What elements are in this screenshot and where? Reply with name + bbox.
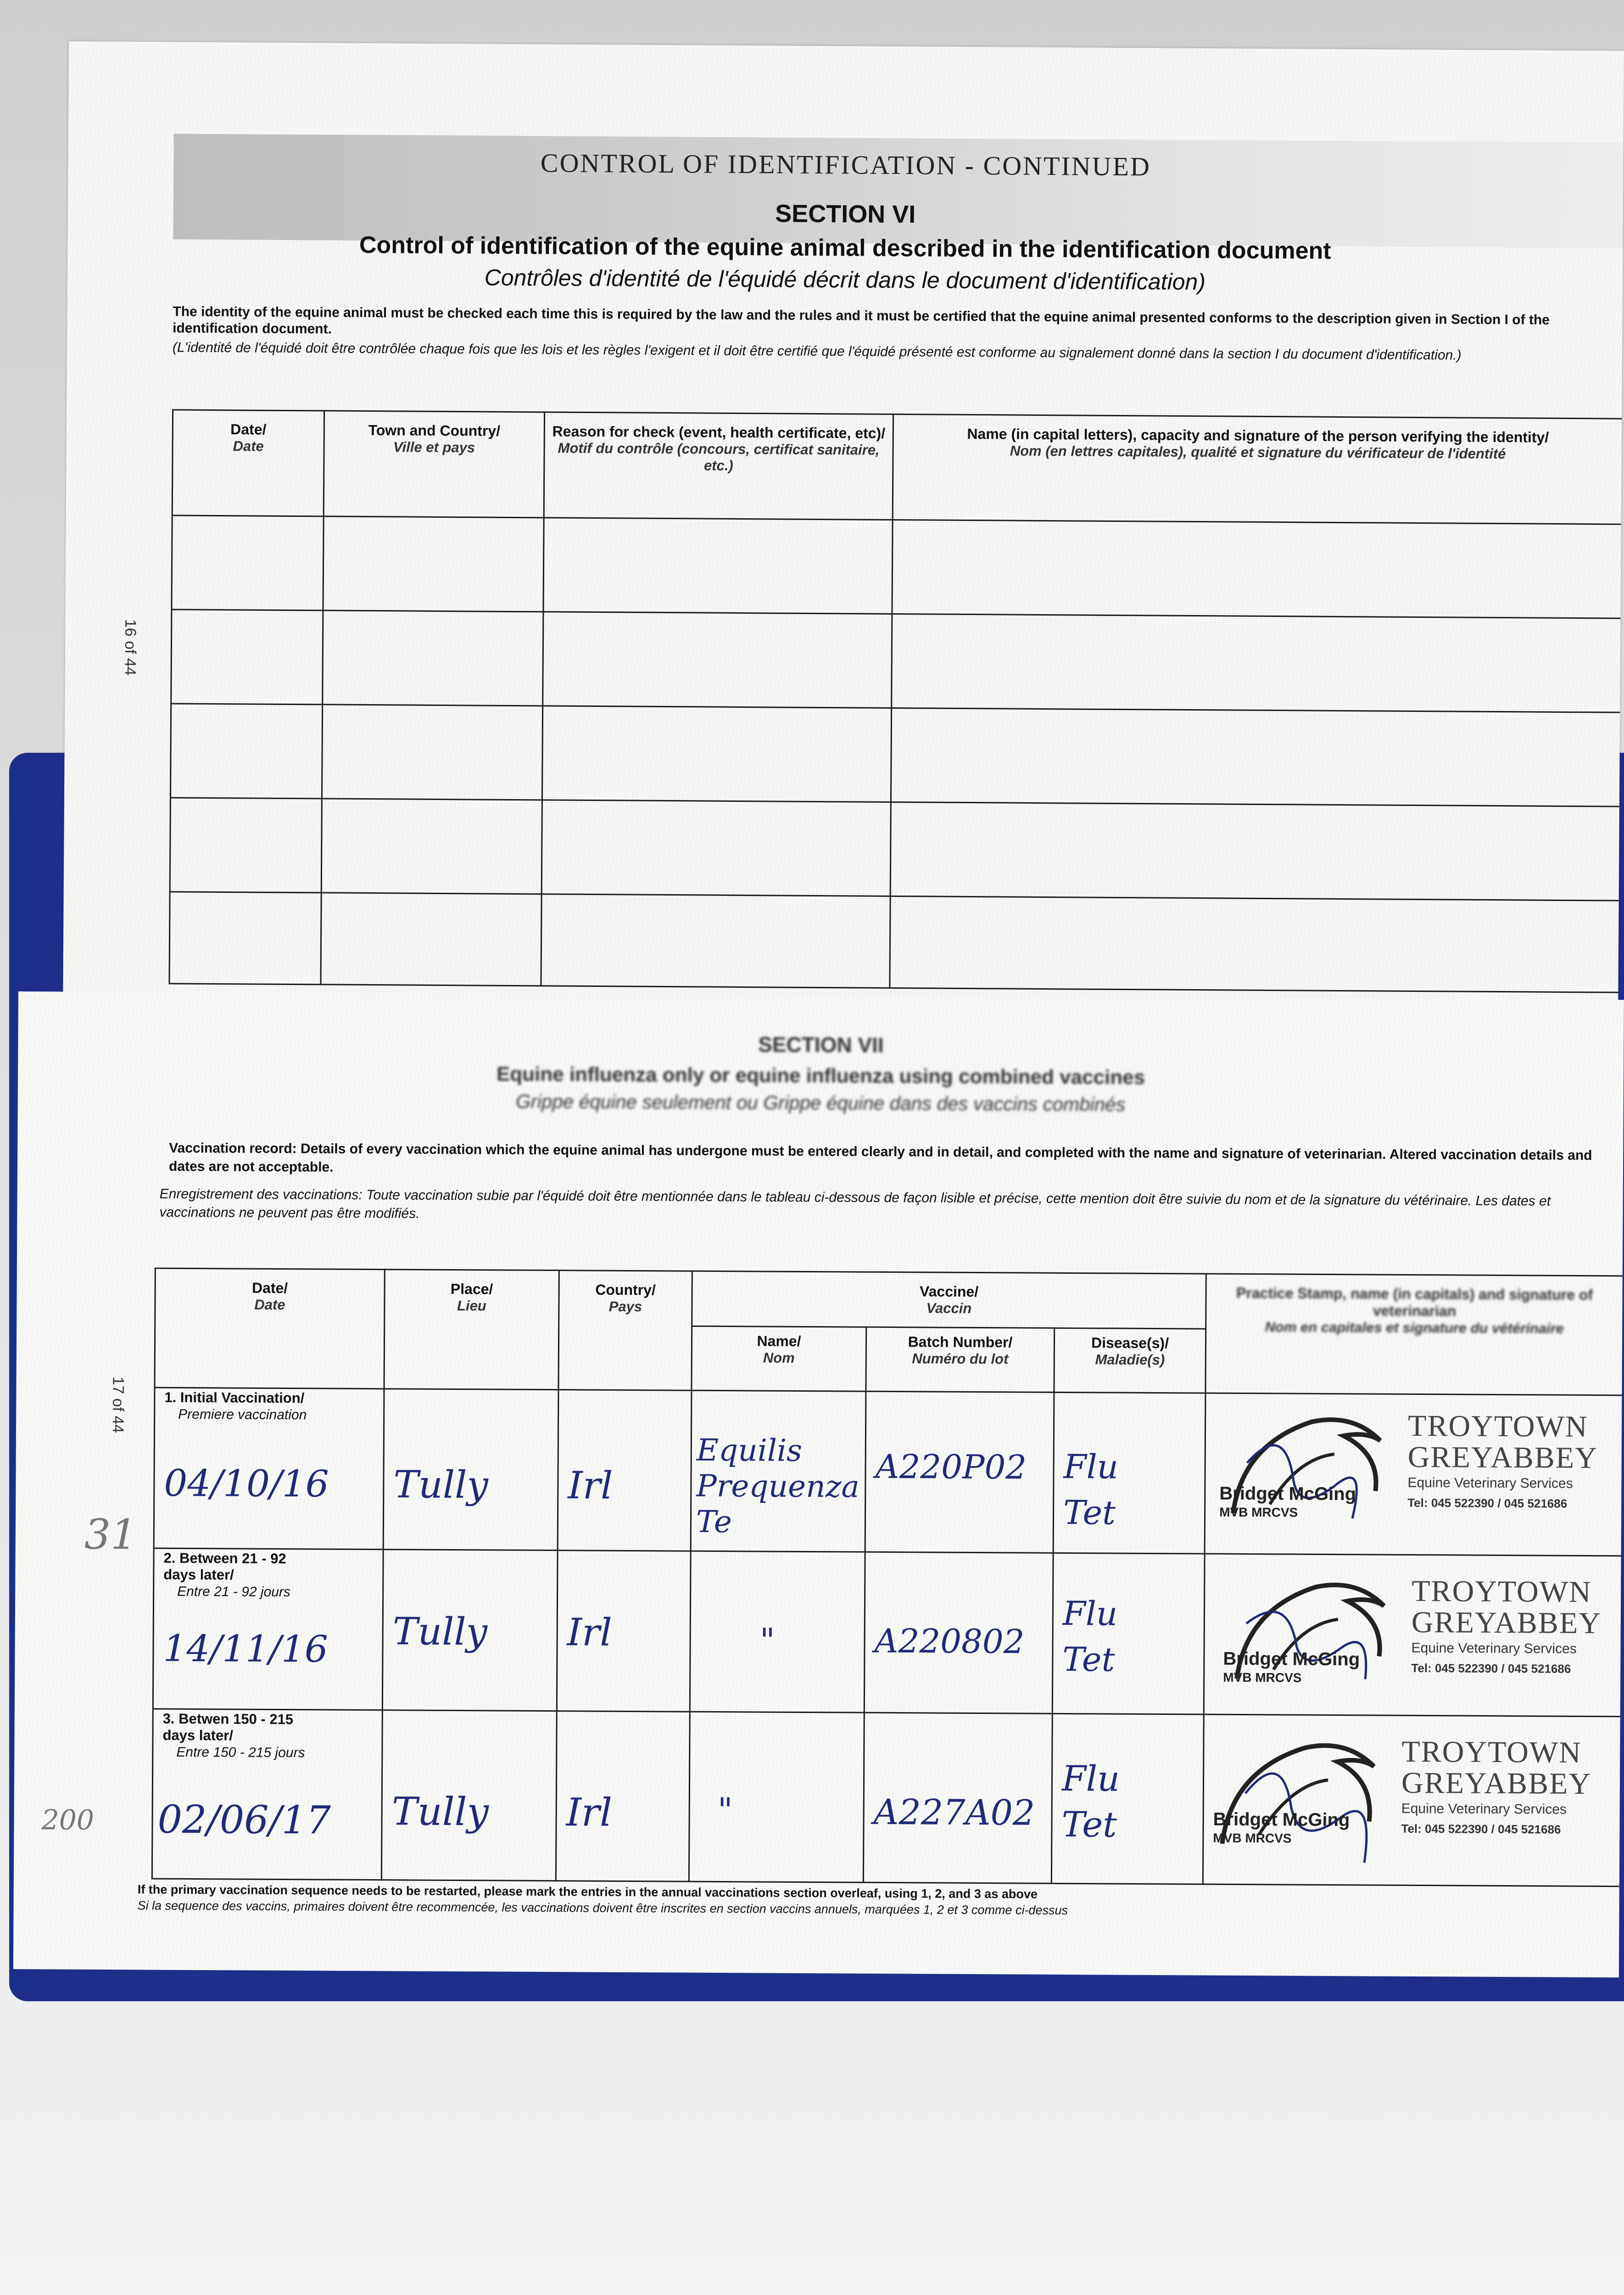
handwritten-place: Tully	[392, 1610, 488, 1654]
col-batch-header: Batch Number/ Numéro du lot	[866, 1327, 1055, 1392]
table-row	[170, 704, 1621, 806]
handwritten-date: 02/06/17	[157, 1797, 331, 1843]
instructions-fr: (L'identité de l'équidé doit être contrôlée chaque fois que les lois et les règles l'exigent et il doit être certifié que l'équidé présenté est conforme au signalement donné dans la section I du document d'identification.)	[172, 340, 1462, 363]
handwritten-vaccine: Equilis Prequenza Te	[696, 1432, 860, 1540]
table-row	[171, 610, 1622, 712]
footnote-fr: Si la sequence des vaccins, primaires doivent être recommencée, les vaccinations doivent être inscrites en section vaccins annuels, marquées 1, 2 et 3 comme ci-dessus	[137, 1898, 1068, 1918]
handwritten-date: 04/10/16	[164, 1461, 329, 1506]
handwritten-disease: Flu Tet	[1061, 1758, 1120, 1845]
date-cell: 3. Betwen 150 - 215 days later/ Entre 150 - 215 jours 02/06/17	[152, 1709, 382, 1880]
vet-stamp-cell	[1204, 1554, 1622, 1717]
running-head: CONTROL OF IDENTIFICATION - CONTINUED	[540, 148, 1151, 182]
section-title: SECTION VI	[775, 200, 916, 229]
col-vaccine-name-header: Name/ Nom	[692, 1326, 866, 1391]
vaccination-table	[151, 1268, 1624, 1887]
vet-stamp-cell	[1203, 1714, 1621, 1886]
title-en: Control of identification of the equine animal described in the identification document	[359, 231, 1331, 264]
col-disease-header: Disease(s)/ Maladie(s)	[1054, 1328, 1206, 1393]
handwritten-country: Irl	[567, 1611, 612, 1655]
section-title: SECTION VII	[758, 1032, 884, 1057]
handwritten-vaccine: "	[717, 1791, 733, 1830]
handwritten-date: 14/11/16	[163, 1627, 329, 1671]
vaccination-row-2	[153, 1548, 1622, 1717]
handwritten-disease: Flu Tet	[1063, 1447, 1119, 1532]
passport-page-17	[13, 991, 1624, 1977]
footnote-en: If the primary vaccination sequence needs to be restarted, please mark the entries in the annual vaccinations section overleaf, using 1, 2, and 3 as above	[137, 1882, 1038, 1901]
date-cell: 1. Initial Vaccination/ Premiere vaccination 04/10/16	[154, 1388, 384, 1550]
handwritten-place: Tully	[391, 1789, 489, 1835]
margin-annotation: 200	[41, 1804, 95, 1836]
handwritten-batch: A227A02	[873, 1791, 1035, 1833]
vaccination-record-fr: Enregistrement des vaccinations: Toute vaccination subie par l'équidé doit être mentionnée dans le tableau ci-dessous de façon lisible et précise, cette mention doit être suivie du nom et de la signature du vétérinaire. Les dates et vaccinations ne peuvent pas être modifiés.	[159, 1186, 1551, 1221]
col-reason-header: Reason for check (event, health certificate, etc)/ Motif du contrôle (concours, certificat sanitaire, etc.)	[544, 412, 893, 520]
horse-head-logo	[1208, 1729, 1402, 1868]
margin-annotation: 31	[84, 1510, 137, 1559]
table-row	[172, 515, 1622, 618]
handwritten-country: Irl	[568, 1464, 613, 1508]
title-fr: Grippe équine seulement ou Grippe équine dans des vaccins combinés	[515, 1090, 1126, 1115]
handwritten-disease: Flu Tet	[1062, 1594, 1118, 1679]
handwritten-place: Tully	[393, 1463, 488, 1507]
vet-stamp: TROYTOWN GREYABBEY Equine Veterinary Services Bridget McGing MVB MRCVS Tel: 045 522390 / 045 521686	[1218, 1568, 1624, 1722]
vet-stamp-cell	[1205, 1393, 1623, 1556]
col-stamp-header: Practice Stamp, name (in capitals) and signature of veterinarian Nom en capitales et signature du vétérinaire	[1205, 1274, 1623, 1395]
title-fr: Contrôles d'identité de l'équidé décrit dans le document d'identification)	[484, 264, 1206, 295]
col-verifier-header: Name (in capital letters), capacity and signature of the person verifying the identity/ Nom (en lettres capitales), qualité et signature du vérificateur de l'identité	[893, 414, 1623, 524]
page-number: 16 of 44	[121, 619, 140, 676]
handwritten-batch: A220P02	[875, 1447, 1027, 1487]
table-row	[169, 892, 1620, 992]
col-vaccine-header: Vaccine/ Vaccin	[692, 1271, 1206, 1329]
vaccination-record-en: Vaccination record: Details of every vaccination which the equine animal has undergone must be entered clearly and in detail, and completed with the name and signature of veterinarian. Altered vaccination details and dates are not acceptable.	[168, 1140, 1592, 1175]
page-number: 17 of 44	[109, 1377, 127, 1433]
table-row	[170, 798, 1620, 901]
vaccination-row-1	[154, 1388, 1623, 1556]
col-country-header: Country/ Pays	[558, 1271, 692, 1391]
handwritten-country: Irl	[566, 1790, 613, 1835]
date-cell: 2. Between 21 - 92 days later/ Entre 21 - 92 jours 14/11/16	[153, 1548, 383, 1710]
handwritten-vaccine: "	[759, 1621, 775, 1660]
col-place-header: Place/ Lieu	[384, 1270, 559, 1390]
passport-page-16	[63, 41, 1624, 1006]
instructions-en: The identity of the equine animal must be checked each time this is required by the law and the rules and it must be certified that the equine animal presented conforms to the description given in Section I of the identification document.	[173, 304, 1550, 337]
col-date-header: Date/ Date	[172, 410, 324, 516]
col-town-header: Town and Country/ Ville et pays	[324, 411, 544, 518]
vet-stamp: TROYTOWN GREYABBEY Equine Veterinary Services Bridget McGing MVB MRCVS Tel: 045 522390 / 045 521686	[1208, 1729, 1622, 1883]
vet-stamp: TROYTOWN GREYABBEY Equine Veterinary Services Bridget McGing MVB MRCVS Tel: 045 522390 / 045 521686	[1215, 1403, 1624, 1557]
col-date-header: Date/ Date	[155, 1268, 385, 1389]
vaccination-row-3	[152, 1709, 1621, 1886]
handwritten-batch: A220802	[874, 1621, 1025, 1661]
identity-check-table	[168, 409, 1624, 993]
title-en: Equine influenza only or equine influenza using combined vaccines	[496, 1063, 1145, 1089]
